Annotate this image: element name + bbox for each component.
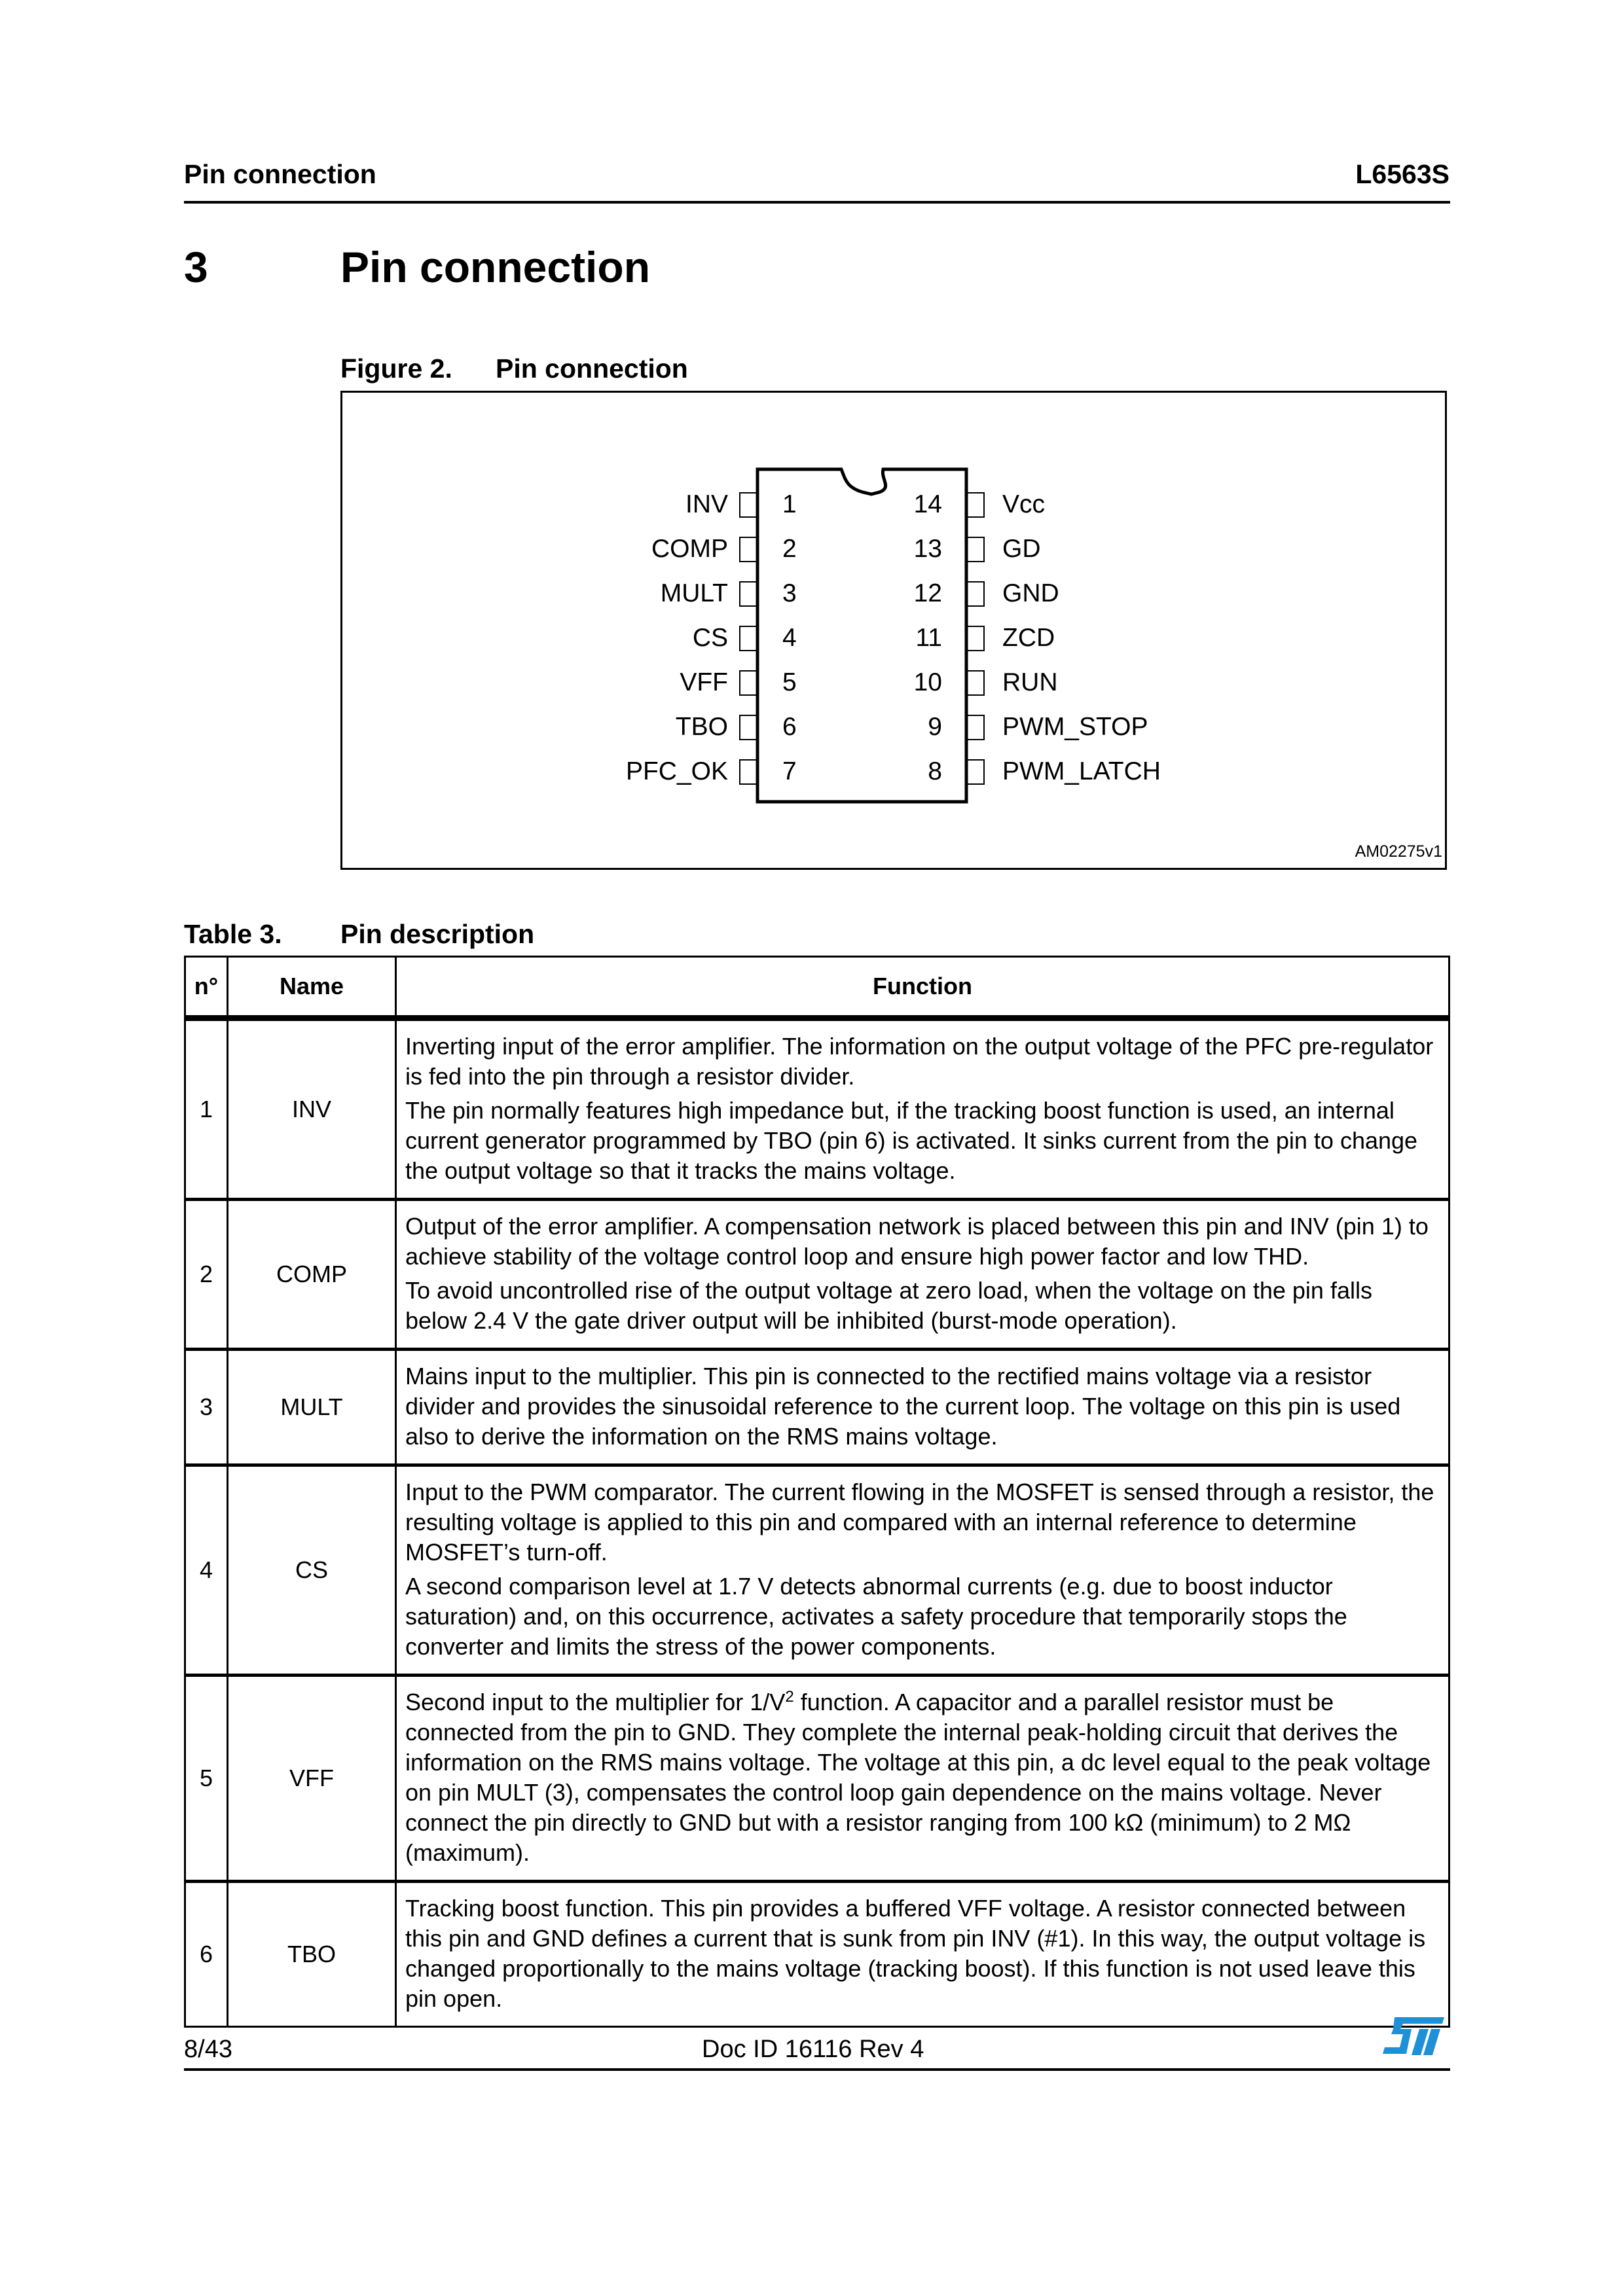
pin-number-right: 11	[915, 624, 942, 652]
pin-name-left: TBO	[675, 713, 728, 741]
table-row	[185, 1882, 1450, 2027]
pin-name-right: GND	[1002, 579, 1059, 607]
pin-name-cell: INV	[228, 1018, 396, 1200]
table-row	[185, 1350, 1450, 1465]
superscript: 2	[785, 1688, 794, 1706]
pin-function-cell	[396, 1676, 1450, 1882]
pin-name-cell: CS	[228, 1465, 396, 1676]
pin-number-left: 3	[782, 579, 797, 607]
pin-name-cell: TBO	[228, 1882, 396, 2027]
column-header-name: Name	[228, 957, 396, 1018]
pin-number-right: 12	[913, 579, 942, 607]
pin-number-left: 4	[782, 624, 797, 652]
st-logo-icon	[1380, 2015, 1446, 2058]
pin-number-left: 5	[782, 668, 797, 696]
pin-function-cell	[396, 1018, 1450, 1200]
pin-name-cell: COMP	[228, 1200, 396, 1350]
pin-function-cell	[396, 1882, 1450, 2027]
figure-label: Figure 2.	[340, 353, 452, 384]
pin-number-cell: 4	[185, 1465, 228, 1676]
pin-name-right: GD	[1002, 535, 1041, 563]
pin-name-left: INV	[685, 490, 728, 518]
function-paragraph	[405, 1687, 1439, 1868]
pin-number-cell: 6	[185, 1882, 228, 2027]
pin-number-cell: 1	[185, 1018, 228, 1200]
table-row	[185, 1018, 1450, 1200]
pin-name-left: COMP	[651, 535, 728, 563]
pin-name-left: VFF	[680, 668, 728, 696]
function-paragraph: A second comparison level at 1.7 V detects abnormal currents (e.g. due to boost inductor saturation) and, on this occurrence, activates a safety procedure that temporarily stops the converter and limits the stress of the power components.	[405, 1573, 1347, 1660]
document-id: Doc ID 16116 Rev 4	[702, 2036, 924, 2063]
figure-caption	[340, 353, 688, 384]
column-header-number: n°	[185, 957, 228, 1018]
pin-number-right: 10	[913, 668, 942, 696]
drawing-id: AM02275v1	[1355, 842, 1442, 861]
pin-number-left: 6	[782, 713, 797, 741]
pin-number-cell: 3	[185, 1350, 228, 1465]
pin-number-right: 14	[913, 490, 942, 518]
pin-name-right: Vcc	[1002, 490, 1046, 518]
pin-number-cell: 2	[185, 1200, 228, 1350]
table-title: Pin description	[340, 919, 535, 949]
pin-number-left: 2	[782, 535, 797, 563]
pin-connection-figure	[340, 391, 1447, 870]
table-row	[185, 1676, 1450, 1882]
pin-number-right: 8	[928, 757, 942, 785]
pin-name-right: PWM_STOP	[1002, 713, 1148, 741]
pin-function-cell	[396, 1350, 1450, 1465]
page-number: 8/43	[184, 2036, 232, 2063]
table-header-row	[185, 957, 1450, 1018]
table-row	[185, 1465, 1450, 1676]
section-number: 3	[184, 243, 208, 291]
table-row	[185, 1200, 1450, 1350]
function-paragraph: The pin normally features high impedance but, if the tracking boost function is used, an internal current generator programmed by TBO (pin 6) is activated. It sinks current from the pin to change the output voltage so that it tracks the mains voltage.	[405, 1097, 1418, 1184]
column-header-function: Function	[396, 957, 1450, 1018]
pin-number-left: 1	[782, 490, 797, 518]
pin-description-table	[184, 956, 1450, 2028]
function-text: Second input to the multiplier for 1/V	[405, 1689, 786, 1715]
pin-name-right: ZCD	[1002, 624, 1055, 652]
pin-name-left: MULT	[660, 579, 728, 607]
figure-title: Pin connection	[496, 353, 688, 384]
pin-name-right: RUN	[1002, 668, 1058, 696]
function-paragraph: Tracking boost function. This pin provides a buffered VFF voltage. A resistor connected between this pin and GND defines a current that is sunk from pin INV (#1). In this way, the output voltage is changed proportionally to the mains voltage (tracking boost). If this function is not used leave this pin open.	[405, 1895, 1426, 2012]
function-text: function. A capacitor and a parallel resistor must be connected from the pin to GND. They complete the internal peak-holding circuit that derives the information on the RMS mains voltage. The voltage at this pin, a dc level equal to the peak voltage on pin MULT (3), compensates the control loop gain dependence on the mains voltage. Never connect the pin directly to GND but with a resistor ranging from 100 kΩ (minimum) to 2 MΩ (maximum).	[405, 1689, 1431, 1866]
pin-number-right: 9	[928, 713, 942, 741]
pin-number-cell: 5	[185, 1676, 228, 1882]
pin-name-cell: VFF	[228, 1676, 396, 1882]
table-label: Table 3.	[184, 919, 282, 949]
running-header-part-number: L6563S	[1355, 159, 1450, 189]
function-paragraph: Mains input to the multiplier. This pin is connected to the rectified mains voltage via a resistor divider and provides the sinusoidal reference to the current loop. The voltage on this pin is used also to derive the information on the RMS mains voltage.	[405, 1363, 1401, 1450]
section-title: Pin connection	[340, 243, 651, 291]
header-rule	[184, 201, 1450, 204]
pin-function-cell	[396, 1465, 1450, 1676]
pin-number-left: 7	[782, 757, 797, 785]
running-header-section: Pin connection	[184, 159, 376, 189]
function-paragraph: Output of the error amplifier. A compensation network is placed between this pin and INV (pin 1) to achieve stability of the voltage control loop and ensure high power factor and low THD.	[405, 1213, 1429, 1270]
pin-name-left: PFC_OK	[625, 757, 728, 785]
function-paragraph: Input to the PWM comparator. The current flowing in the MOSFET is sensed through a resistor, the resulting voltage is applied to this pin and compared with an internal reference to determine MOSFET’s turn-off.	[405, 1479, 1434, 1566]
function-paragraph: To avoid uncontrolled rise of the output voltage at zero load, when the voltage on the pin falls below 2.4 V the gate driver output will be inhibited (burst-mode operation).	[405, 1277, 1372, 1334]
table-caption	[184, 919, 534, 950]
pin-number-right: 13	[913, 535, 942, 563]
pin-name-left: CS	[692, 624, 728, 652]
function-paragraph: Inverting input of the error amplifier. The information on the output voltage of the PFC pre-regulator is fed into the pin through a resistor divider.	[405, 1033, 1434, 1090]
pin-name-right: PWM_LATCH	[1002, 757, 1161, 785]
pin-name-cell: MULT	[228, 1350, 396, 1465]
footer-rule	[184, 2068, 1450, 2071]
pin-function-cell	[396, 1200, 1450, 1350]
ic-package-outline-icon	[342, 393, 1449, 872]
